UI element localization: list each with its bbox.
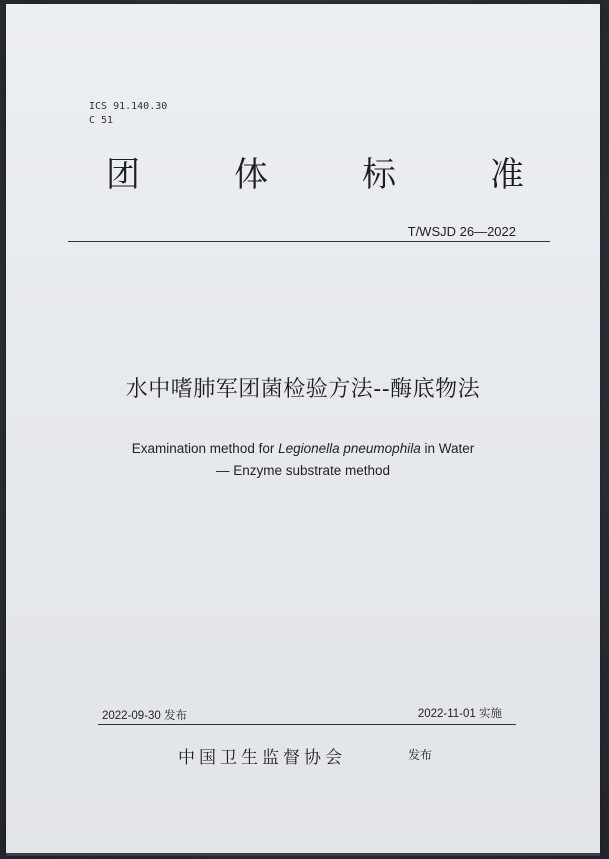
- ccs-code: C 51: [89, 115, 114, 126]
- publish-date: 2022-09-30 发布: [102, 710, 188, 722]
- title-en-species: Legionella pneumophila: [278, 441, 421, 456]
- classification-codes: [89, 100, 167, 128]
- publisher-name: 中国卫生监督协会: [178, 748, 346, 768]
- ics-code: ICS 91.140.30: [89, 101, 168, 112]
- doc-type-char-1: 团: [106, 155, 142, 195]
- document-type-heading: [106, 147, 526, 196]
- header-rule: [68, 241, 550, 242]
- standard-number: T/WSJD 26—2022: [407, 224, 516, 239]
- title-en-suffix: in Water: [420, 441, 475, 456]
- title-english-line-1: [6, 438, 600, 460]
- title-english-line-2: — Enzyme substrate method: [215, 463, 391, 478]
- doc-type-char-4: 准: [490, 155, 526, 195]
- implementation-date: 2022-11-01 实施: [417, 708, 502, 720]
- doc-type-char-2: 体: [234, 155, 270, 195]
- title-en-prefix: Examination method for: [131, 441, 279, 456]
- title-english: [6, 438, 600, 482]
- doc-type-char-3: 标: [362, 155, 398, 195]
- publish-verb: 发布: [408, 748, 433, 762]
- standard-cover-page: [6, 4, 600, 856]
- paper-bottom-edge: [6, 853, 600, 856]
- title-chinese: 水中嗜肺军团菌检验方法--酶底物法: [125, 377, 481, 402]
- footer-rule: [98, 724, 516, 725]
